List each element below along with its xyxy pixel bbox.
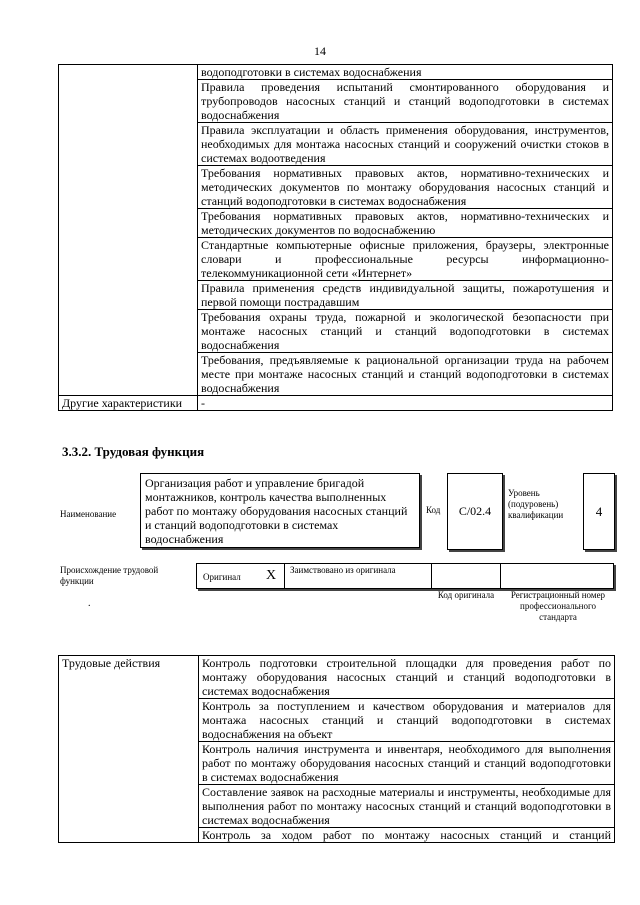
table-cell: Контроль подготовки строительной площадки для проведения работ по монтажу оборудования насосных станций и станций водоподготовки в системах водоснабжения (199, 656, 615, 699)
labor-actions-table (58, 655, 615, 843)
table-cell: Контроль наличия инструмента и инвентаря, необходимого для выполнения работ по монтажу оборудования насосных станций и станций водоподготовки в системах водоснабжения (199, 742, 615, 785)
table-row (59, 656, 615, 699)
label-cell-empty (59, 65, 198, 396)
reg-number-caption: Регистрационный номер профессионального стандарта (510, 590, 606, 622)
other-characteristics-value: - (198, 396, 613, 411)
origin-label: Происхождение трудовой функции (60, 565, 159, 586)
code-value-box: C/02.4 (447, 473, 503, 550)
labor-actions-label: Трудовые действия (59, 656, 199, 843)
table-cell: Требования охраны труда, пожарной и экологической безопасности при монтаже насосных станций и станций водоподготовки в системах водоснабжения (198, 310, 613, 353)
borrowed-label: Заимствовано из оригинала (290, 565, 396, 575)
table-cell: Контроль за ходом работ по монтажу насосных станций и станций (199, 828, 615, 843)
table-cell: Контроль за поступлением и качеством оборудования и материалов для монтажа насосных станций и станций водоподготовки в системах водоснабжения на объект (199, 699, 615, 742)
function-name-box: Организация работ и управление бригадой монтажников, контроль качества выполненных работ по монтажу оборудования насосных станций и станций водоподготовки в системах водоснабжения (140, 473, 420, 548)
origin-divider (500, 563, 501, 589)
other-characteristics-label: Другие характеристики (59, 396, 198, 411)
table-row (59, 65, 613, 80)
section-title: 3.3.2. Трудовая функция (62, 444, 205, 459)
code-original-caption: Код оригинала (437, 590, 495, 600)
page-number: 14 (314, 44, 326, 58)
level-value-box: 4 (583, 473, 615, 550)
original-label: Оригинал (203, 572, 241, 582)
original-mark: X (266, 568, 277, 583)
table-cell: Правила применения средств индивидуальной защиты, пожаротушения и первой помощи пострадавшим (198, 281, 613, 310)
origin-divider (284, 563, 285, 589)
table-cell: Требования нормативных правовых актов, нормативно-технических и методических документов по водоснабжению (198, 209, 613, 238)
table-cell: Стандартные компьютерные офисные приложения, браузеры, электронные словари и профессиональные ресурсы информационно-телекоммуникационной сети «Интернет» (198, 238, 613, 281)
table-cell: Требования, предъявляемые к рациональной организации труда на рабочем месте при монтаже насосных станций и станций водоподготовки в системах водоснабжения (198, 353, 613, 396)
table-cell: водоподготовки в системах водоснабжения (198, 65, 613, 80)
table-cell: Составление заявок на расходные материалы и инструменты, необходимые для выполнения работ по монтажу насосных станций и станций водоподготовки в системах водоснабжения (199, 785, 615, 828)
origin-divider (431, 563, 432, 589)
table-row (59, 396, 613, 411)
knowledge-table (58, 64, 613, 411)
dot-mark: . (88, 598, 91, 609)
code-label: Код (426, 505, 441, 515)
table-cell: Требования нормативных правовых актов, нормативно-технических и методических документов по монтажу оборудования насосных станций и станций водоподготовки в системах водоснабжения (198, 166, 613, 209)
level-label: Уровень (подуровень) квалификации (508, 488, 564, 520)
table-cell: Правила проведения испытаний смонтированного оборудования и трубопроводов насосных станций и станций водоподготовки в системах водоснабжения (198, 80, 613, 123)
table-cell: Правила эксплуатации и область применения оборудования, инструментов, необходимых для монтажа насосных станций и сооружений очистки стоков в системах водоотведения (198, 123, 613, 166)
name-label: Наименование (60, 509, 117, 519)
